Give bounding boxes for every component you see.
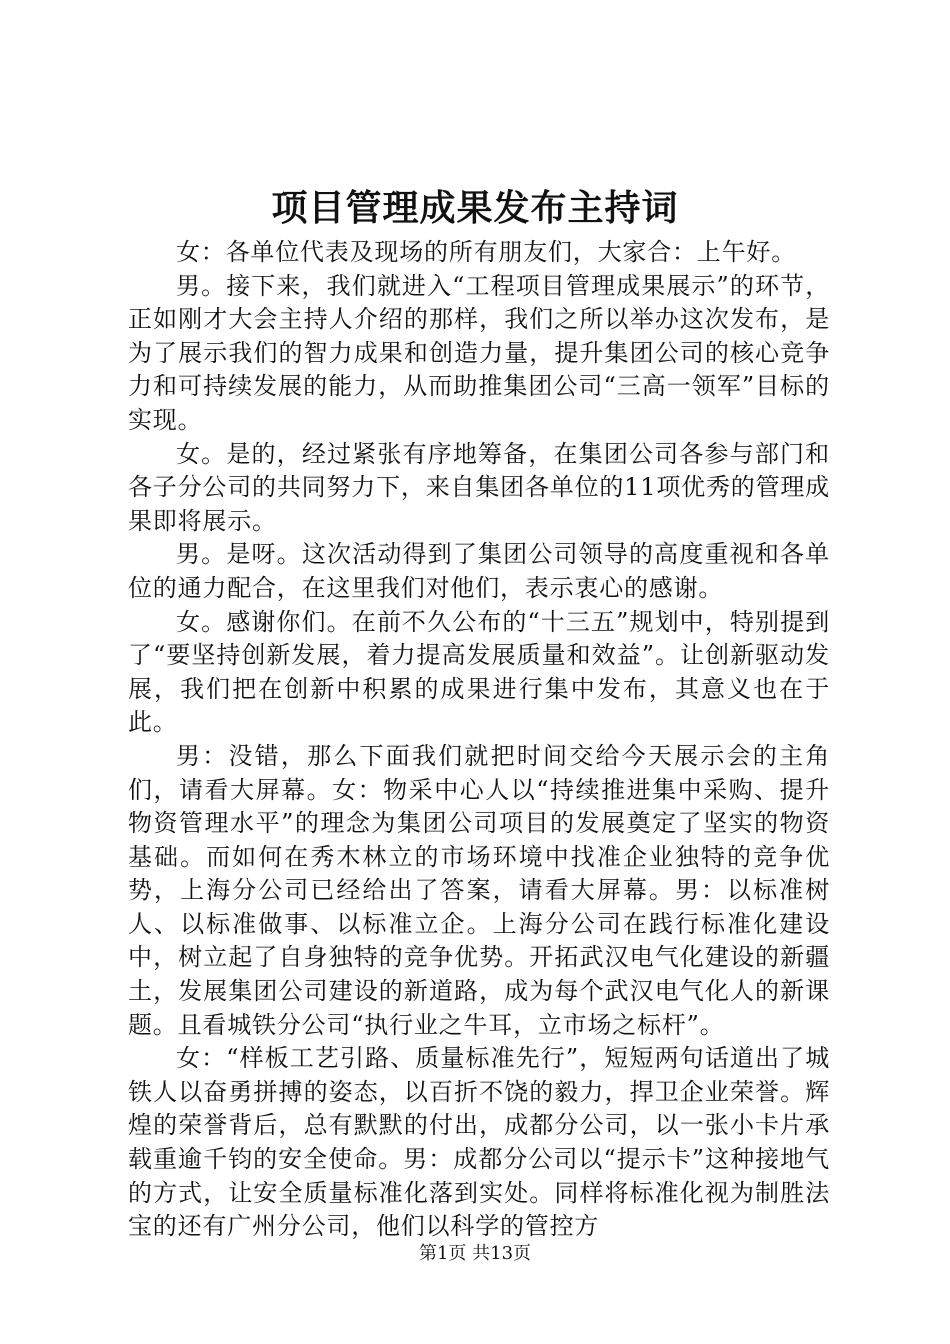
- page-footer: 第1页 共13页: [418, 1243, 532, 1264]
- paragraph: 女：各单位代表及现场的所有朋友们，大家合：上午好。: [176, 238, 796, 266]
- paragraph: 男。是呀。这次活动得到了集团公司领导的高度重视和各单位的通力配合，在这里我们对他们，表示衷心的感谢。: [128, 540, 830, 602]
- paragraph: 女。是的，经过紧张有序地筹备，在集团公司各参与部门和各子分公司的共同努力下，来自集团各单位的11项优秀的管理成果即将展示。: [128, 439, 830, 535]
- document-title: 项目管理成果发布主持词: [271, 187, 679, 229]
- paragraph: 女：“样板工艺引路、质量标准先行”，短短两句话道出了城铁人以奋勇拼搏的姿态，以百折不饶的毅力，捍卫企业荣誉。辉煌的荣誉背后，总有默默的付出，成都分公司，以一张小卡片承载重逾千钧的安全使命。男：成都分公司以“提示卡”这种接地气的方式，让安全质量标准化落到实处。同样将标准化视为制胜法宝的还有广州分公司，他们以科学的管控方: [128, 1044, 830, 1241]
- paragraph: 男：没错，那么下面我们就把时间交给今天展示会的主角们，请看大屏幕。女：物采中心人以“持续推进集中采购、提升物资管理水平”的理念为集团公司项目的发展奠定了坚实的物资基础。而如何在秀木林立的市场环境中找准企业独特的竞争优势，上海分公司已经给出了答案，请看大屏幕。男：以标准树人、以标准做事、以标准立企。上海分公司在践行标准化建设中，树立起了自身独特的竞争优势。开拓武汉电气化建设的新疆土，发展集团公司建设的新道路，成为每个武汉电气化人的新课题。且看城铁分公司“执行业之牛耳，立市场之标杆”。: [128, 741, 830, 1039]
- paragraph: 女。感谢你们。在前不久公布的“十三五”规划中，特别提到了“要坚持创新发展，着力提高发展质量和效益”。让创新驱动发展，我们把在创新中积累的成果进行集中发布，其意义也在于此。: [128, 607, 830, 737]
- document-body: [128, 236, 830, 1244]
- paragraph: 男。接下来，我们就进入“工程项目管理成果展示”的环节，正如刚才大会主持人介绍的那样，我们之所以举办这次发布，是为了展示我们的智力成果和创造力量，提升集团公司的核心竞争力和可持续发展的能力，从而助推集团公司“三高一领军”目标的实现。: [128, 271, 830, 434]
